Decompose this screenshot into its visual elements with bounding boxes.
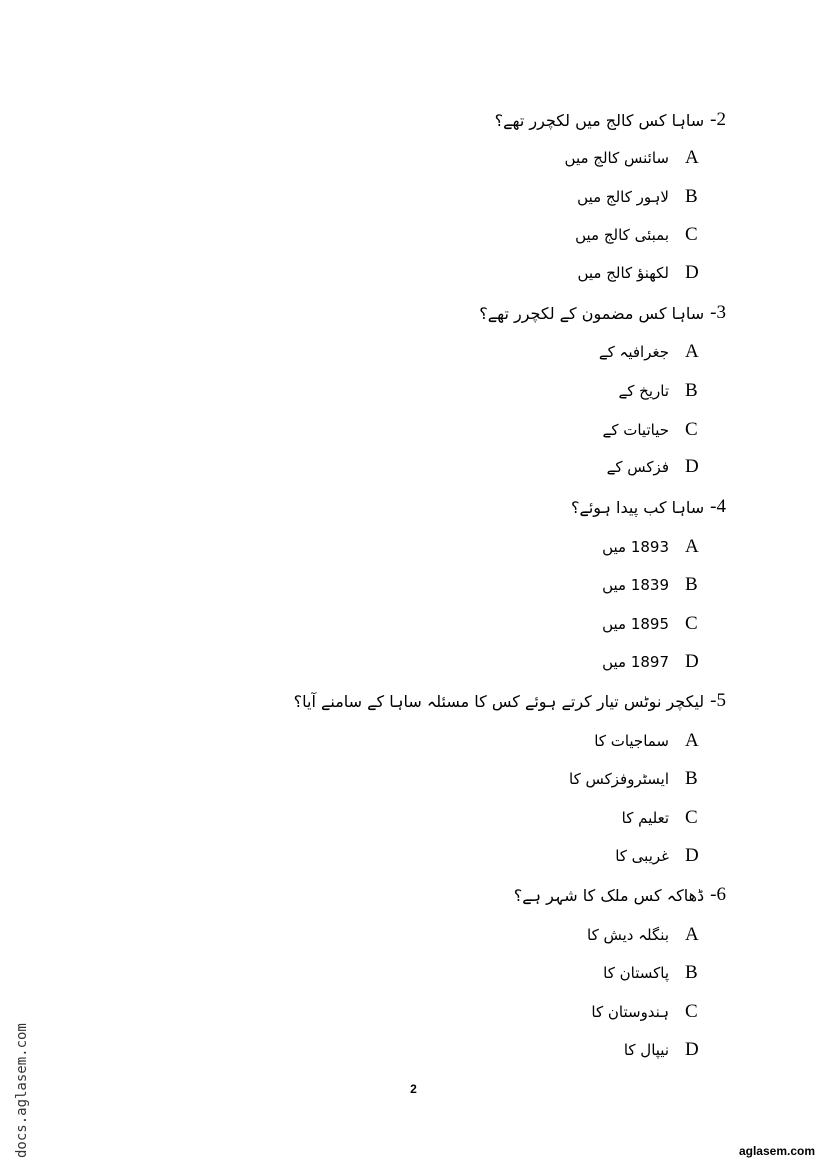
question-text: ساہا کس کالج میں لکچرر تھے؟ [494,110,705,130]
option-row [591,997,707,1027]
question-text: ڈھاکہ کس ملک کا شہر ہے؟ [513,885,705,905]
question-5 [294,686,726,716]
option-letter: C [685,224,698,245]
option-row [603,415,707,445]
option-letter: D [685,845,699,866]
option-letter: B [685,186,698,207]
question-number: -5 [710,690,726,711]
option-row [602,570,707,600]
option-row [602,532,707,562]
option-row [594,726,707,756]
option-row [622,803,707,833]
question-3 [479,298,726,328]
option-letter: B [685,768,698,789]
question-text: لیکچر نوٹس تیار کرتے ہوئے کس کا مسئلہ ساہا کے سامنے آیا؟ [293,691,705,711]
option-text: بنگلہ دیش کا [587,926,669,944]
option-letter: C [685,807,698,828]
option-text: پاکستان کا [603,964,669,982]
option-letter: A [685,147,699,168]
option-text: لاہور کالج میں [577,188,669,206]
option-row [599,337,707,367]
question-text: ساہا کب پیدا ہوئے؟ [570,497,705,517]
option-letter: D [685,1039,699,1060]
question-6 [514,880,726,910]
option-text: ایسٹروفزکس کا [569,770,669,788]
option-row [602,647,707,677]
option-text: نیپال کا [623,1041,669,1059]
option-row [603,958,707,988]
footer-brand: aglasem.com [738,1144,815,1158]
option-letter: A [685,341,699,362]
option-text: غریبی کا [615,847,669,865]
option-text: فزکس کے [606,458,669,476]
option-text: 1895 میں [602,615,669,633]
option-text: 1893 میں [602,538,669,556]
option-row [602,609,707,639]
option-row [577,182,707,212]
option-row [587,920,707,950]
option-letter: A [685,730,699,751]
option-text: 1897 میں [602,653,669,671]
question-number: -2 [710,109,726,130]
option-row [569,764,707,794]
option-text: ہندوستان کا [591,1003,669,1021]
option-letter: A [685,536,699,557]
question-number: -4 [710,496,726,517]
option-letter: B [685,962,698,983]
option-letter: B [685,574,698,595]
option-row [575,220,707,250]
option-text: سائنس کالج میں [564,149,669,167]
option-letter: A [685,924,699,945]
page-number: 2 [410,1082,417,1096]
option-row [615,841,707,871]
option-row [618,376,707,406]
option-letter: D [685,262,699,283]
option-row [607,452,707,482]
option-letter: C [685,419,698,440]
question-4 [571,492,726,522]
side-watermark: docs.aglasem.com [14,1023,30,1158]
option-text: حیاتیات کے [602,421,669,439]
option-row [577,258,707,288]
option-text: 1839 میں [602,576,669,594]
option-row [565,143,707,173]
option-text: تاریخ کے [618,382,669,400]
option-letter: B [685,380,698,401]
question-number: -3 [710,302,726,323]
option-text: سماجیات کا [594,732,669,750]
option-text: لکھنؤ کالج میں [577,264,669,282]
option-letter: C [685,613,698,634]
option-text: جغرافیہ کے [598,343,669,361]
option-letter: C [685,1001,698,1022]
option-text: بمبئی کالج میں [575,226,669,244]
question-text: ساہا کس مضمون کے لکچرر تھے؟ [479,303,705,323]
option-letter: D [685,651,699,672]
option-letter: D [685,456,699,477]
option-row [624,1035,707,1065]
option-text: تعلیم کا [621,809,669,827]
question-2 [495,105,726,135]
question-number: -6 [710,884,726,905]
